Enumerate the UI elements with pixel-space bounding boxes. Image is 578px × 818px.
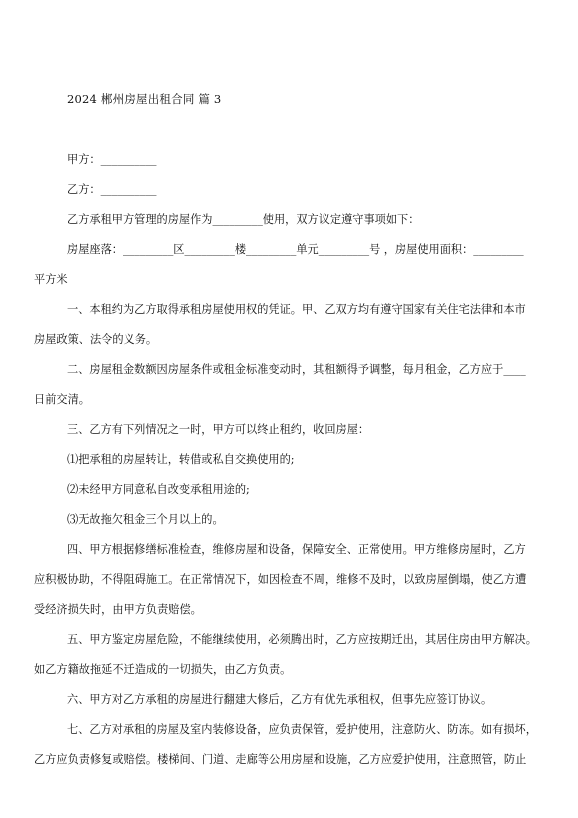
clause-6-line: 六、甲方对乙方承租的房屋进行翻建大修后，乙方有优先承租权，但事先应签订协议。 <box>67 693 493 706</box>
clause-3-line: 三、乙方有下列情况之一时，甲方可以终止租约，收回房屋： <box>67 423 370 436</box>
clause-5-line-2: 如乙方籍故拖延不迁造成的一切损失，由乙方负责。 <box>34 663 292 676</box>
party-a-line: 甲方：__________ <box>67 153 157 166</box>
clause-4-line-2: 应积极协助，不得阻碍施工。在正常情况下，如因检查不周，维修不及时，以致房屋倒塌，使乙方遭 <box>34 573 527 586</box>
clause-5-line-1: 五、甲方鉴定房屋危险，不能继续使用，必须腾出时，乙方应按期迁出，其居住房由甲方解决。 <box>67 633 537 646</box>
clause-4-line-1: 四、甲方根据修缮标准检查，维修房屋和设备，保障安全、正常使用。甲方维修房屋时，乙方 <box>67 543 526 556</box>
clause-1-line-2: 房屋政策、法令的义务。 <box>34 333 158 346</box>
clause-2-line-2: 日前交清。 <box>34 393 90 406</box>
address-line: 房屋座落：_________区_________楼_________单元_________号 ，房屋使用面积：_________ <box>67 243 524 256</box>
clause-1-line-1: 一、本租约为乙方取得承租房屋使用权的凭证。甲、乙双方均有遵守国家有关住宅法律和本市 <box>67 303 526 316</box>
clause-3-item-1: ⑴把承租的房屋转让，转借或私自交换使用的; <box>67 453 295 466</box>
intro-line: 乙方承租甲方管理的房屋作为_________使用，双方议定遵守事项如下： <box>67 213 420 226</box>
clause-3-item-2: ⑵未经甲方同意私自改变承租用途的; <box>67 483 250 496</box>
clause-7-line-2: 乙方应负责修复或赔偿。楼梯间、门道、走廊等公用房屋和设施，乙方应爱护使用，注意照管，防止 <box>34 753 527 766</box>
party-b-line: 乙方：__________ <box>67 183 157 196</box>
clause-7-line-1: 七、乙方对承租的房屋及室内装修设备，应负责保管，爱护使用，注意防火、防冻。如有损坏， <box>67 723 537 736</box>
address-unit-line: 平方米 <box>34 273 68 286</box>
clause-3-item-3: ⑶无故拖欠租金三个月以上的。 <box>67 513 224 526</box>
document-title: 2024 郴州房屋出租合同 篇 3 <box>67 92 222 106</box>
clause-2-line-1: 二、房屋租金数额因房屋条件或租金标准变动时，其租额得予调整，每月租金，乙方应于____ <box>67 363 526 376</box>
clause-4-line-3: 受经济损失时，由甲方负责赔偿。 <box>34 603 202 616</box>
